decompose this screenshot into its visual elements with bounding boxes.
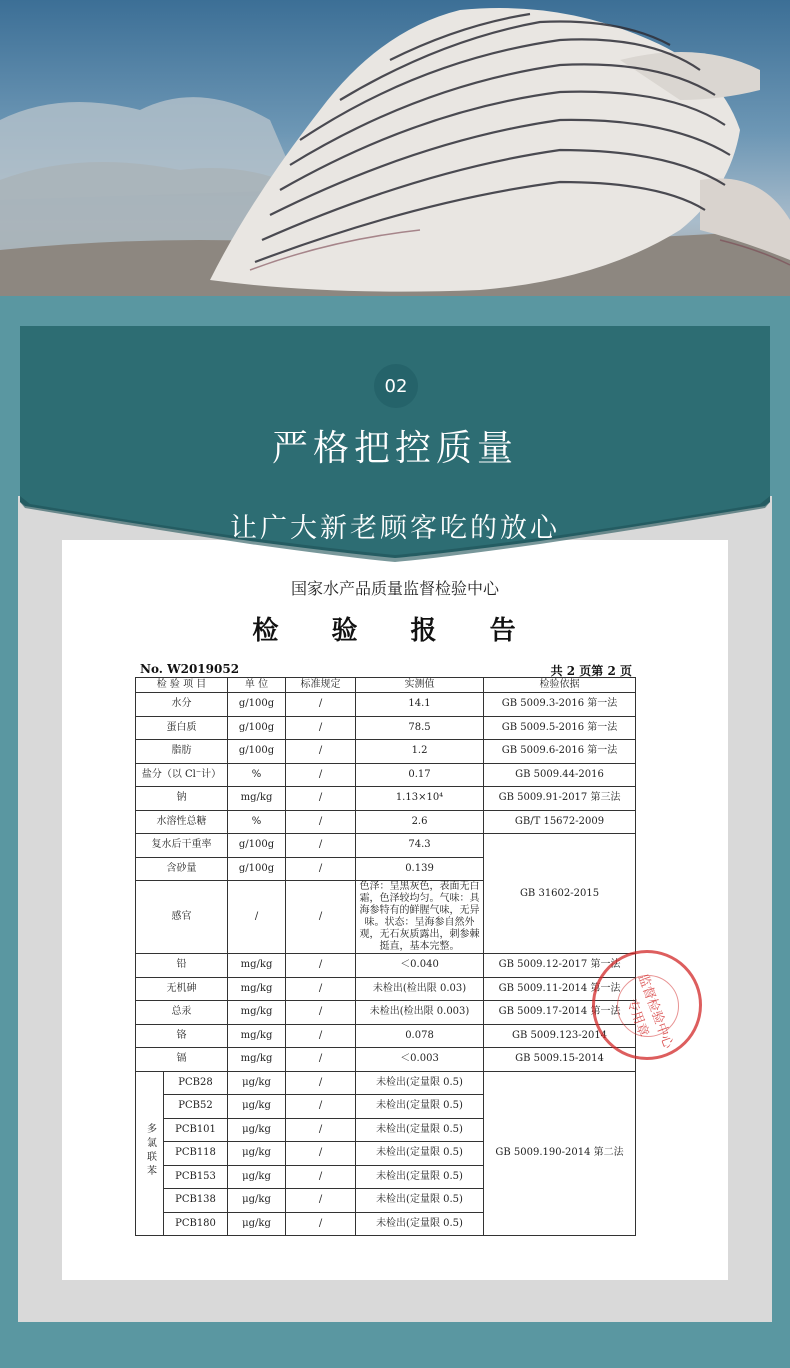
report-organization: 国家水产品质量监督检验中心: [290, 579, 499, 598]
header-unit: 单 位: [228, 678, 286, 693]
cell-std: /: [286, 857, 356, 881]
cell-basis-merged: GB 5009.190-2014 第二法: [484, 1071, 636, 1236]
cell-std: /: [286, 1071, 356, 1095]
cell-std: /: [286, 1024, 356, 1048]
cell-basis: GB 5009.11-2014 第一法: [484, 977, 636, 1001]
cell-value: 74.3: [356, 834, 484, 858]
cell-std: /: [286, 1001, 356, 1025]
cell-unit: μg/kg: [228, 1118, 286, 1142]
cell-std: /: [286, 1165, 356, 1189]
cell-item: 感官: [136, 881, 228, 954]
cell-item: 总汞: [136, 1001, 228, 1025]
report-title: 检 验 报 告: [252, 616, 538, 646]
cell-unit: mg/kg: [228, 1048, 286, 1072]
cell-std: /: [286, 716, 356, 740]
cell-item: 复水后干重率: [136, 834, 228, 858]
cell-value: 未检出(定量限 0.5): [356, 1071, 484, 1095]
cell-unit: %: [228, 810, 286, 834]
cell-std: /: [286, 1142, 356, 1166]
cell-value: 未检出(定量限 0.5): [356, 1118, 484, 1142]
cell-unit: g/100g: [228, 716, 286, 740]
cell-basis: GB 5009.17-2014 第一法: [484, 1001, 636, 1025]
cell-value: 0.139: [356, 857, 484, 881]
pcb-group-text: 多氯联苯: [144, 1123, 156, 1180]
cell-basis: GB 5009.44-2016: [484, 763, 636, 787]
cell-std: /: [286, 881, 356, 954]
cell-unit: g/100g: [228, 693, 286, 717]
table-row: [136, 954, 636, 978]
cell-basis: GB 5009.123-2014: [484, 1024, 636, 1048]
cell-item: 蛋白质: [136, 716, 228, 740]
section-title: 严格把控质量: [271, 428, 518, 469]
table-row: [136, 1071, 636, 1095]
table-row: [136, 977, 636, 1001]
table-row: [136, 1001, 636, 1025]
seal-text: 监督检验中心专用章: [623, 972, 676, 1051]
header-value: 实测值: [356, 678, 484, 693]
cell-std: /: [286, 1212, 356, 1236]
cell-value: 未检出(定量限 0.5): [356, 1095, 484, 1119]
cell-item: 盐分（以 Cl⁻计）: [136, 763, 228, 787]
cell-item: PCB153: [164, 1165, 228, 1189]
cell-value: 未检出(定量限 0.5): [356, 1165, 484, 1189]
hero-image: [0, 0, 790, 296]
table-row: [136, 787, 636, 811]
inspection-report: [62, 540, 728, 1280]
cell-basis-merged: GB 31602-2015: [484, 834, 636, 954]
table-row: [136, 693, 636, 717]
cell-item: 水溶性总糖: [136, 810, 228, 834]
cell-unit: mg/kg: [228, 1001, 286, 1025]
cell-basis: GB/T 15672-2009: [484, 810, 636, 834]
cell-value: 1.13×10⁴: [356, 787, 484, 811]
cell-unit: g/100g: [228, 857, 286, 881]
cell-item: 含砂量: [136, 857, 228, 881]
cell-value: 未检出(检出限 0.003): [356, 1001, 484, 1025]
cell-value: 14.1: [356, 693, 484, 717]
cell-std: /: [286, 977, 356, 1001]
header-item: 检 验 项 目: [136, 678, 228, 693]
cell-value: 0.078: [356, 1024, 484, 1048]
cell-item: 无机砷: [136, 977, 228, 1001]
pcb-group-label: [136, 1071, 164, 1236]
cell-item: PCB52: [164, 1095, 228, 1119]
cell-item: 水分: [136, 693, 228, 717]
cell-unit: mg/kg: [228, 977, 286, 1001]
cell-item: 镉: [136, 1048, 228, 1072]
cell-unit: mg/kg: [228, 787, 286, 811]
cell-value: ＜0.040: [356, 954, 484, 978]
cell-unit: /: [228, 881, 286, 954]
cell-unit: %: [228, 763, 286, 787]
cell-std: /: [286, 954, 356, 978]
section-subtitle: 让广大新老顾客吃的放心: [230, 513, 560, 544]
cell-std: /: [286, 1048, 356, 1072]
cell-std: /: [286, 740, 356, 764]
table-row: [136, 763, 636, 787]
conch-shell-illustration: [0, 0, 790, 296]
cell-item: PCB101: [164, 1118, 228, 1142]
cell-basis: GB 5009.91-2017 第三法: [484, 787, 636, 811]
table-row: [136, 740, 636, 764]
cell-std: /: [286, 1189, 356, 1213]
cell-std: /: [286, 1095, 356, 1119]
report-table: [135, 677, 636, 1236]
cell-std: /: [286, 787, 356, 811]
cell-value: 1.2: [356, 740, 484, 764]
cell-unit: μg/kg: [228, 1142, 286, 1166]
cell-item: 钠: [136, 787, 228, 811]
cell-unit: mg/kg: [228, 954, 286, 978]
cell-basis: GB 5009.12-2017 第一法: [484, 954, 636, 978]
table-header-row: [136, 678, 636, 693]
cell-std: /: [286, 693, 356, 717]
cell-value: 0.17: [356, 763, 484, 787]
cell-item: PCB28: [164, 1071, 228, 1095]
cell-std: /: [286, 1118, 356, 1142]
cell-value: 2.6: [356, 810, 484, 834]
cell-item: PCB118: [164, 1142, 228, 1166]
cell-value: 未检出(定量限 0.5): [356, 1212, 484, 1236]
cell-value: ＜0.003: [356, 1048, 484, 1072]
cell-unit: mg/kg: [228, 1024, 286, 1048]
cell-item: 脂肪: [136, 740, 228, 764]
cell-std: /: [286, 763, 356, 787]
cell-basis: GB 5009.15-2014: [484, 1048, 636, 1072]
inspection-seal: [592, 950, 702, 1060]
cell-value: 78.5: [356, 716, 484, 740]
table-row: [136, 834, 636, 858]
cell-item: 铬: [136, 1024, 228, 1048]
cell-item: PCB138: [164, 1189, 228, 1213]
cell-unit: μg/kg: [228, 1095, 286, 1119]
cell-item: PCB180: [164, 1212, 228, 1236]
table-row: [136, 1024, 636, 1048]
cell-value: 未检出(检出限 0.03): [356, 977, 484, 1001]
cell-basis: GB 5009.5-2016 第一法: [484, 716, 636, 740]
cell-value: 未检出(定量限 0.5): [356, 1142, 484, 1166]
cell-value-sensory: 色泽：呈黑灰色，表面无白霜，色泽较均匀。气味：具海参特有的鲜腥气味，无异味。状态：呈海参自然外观，无石灰质露出，刺参棘挺直，基本完整。: [356, 881, 484, 954]
cell-item: 铅: [136, 954, 228, 978]
report-page-info: 共 2 页第 2 页: [550, 664, 632, 678]
cell-unit: g/100g: [228, 834, 286, 858]
report-number: No. W2019052: [140, 662, 240, 676]
cell-value: 未检出(定量限 0.5): [356, 1189, 484, 1213]
cell-basis: GB 5009.6-2016 第一法: [484, 740, 636, 764]
cell-unit: μg/kg: [228, 1165, 286, 1189]
cell-unit: g/100g: [228, 740, 286, 764]
cell-std: /: [286, 810, 356, 834]
cell-unit: μg/kg: [228, 1189, 286, 1213]
table-row: [136, 716, 636, 740]
cell-std: /: [286, 834, 356, 858]
cell-unit: μg/kg: [228, 1071, 286, 1095]
table-row: [136, 1048, 636, 1072]
cell-basis: GB 5009.3-2016 第一法: [484, 693, 636, 717]
header-standard: 标准规定: [286, 678, 356, 693]
cell-unit: μg/kg: [228, 1212, 286, 1236]
section-number-badge: 02: [374, 364, 418, 408]
header-basis: 检验依据: [484, 678, 636, 693]
table-row: [136, 810, 636, 834]
